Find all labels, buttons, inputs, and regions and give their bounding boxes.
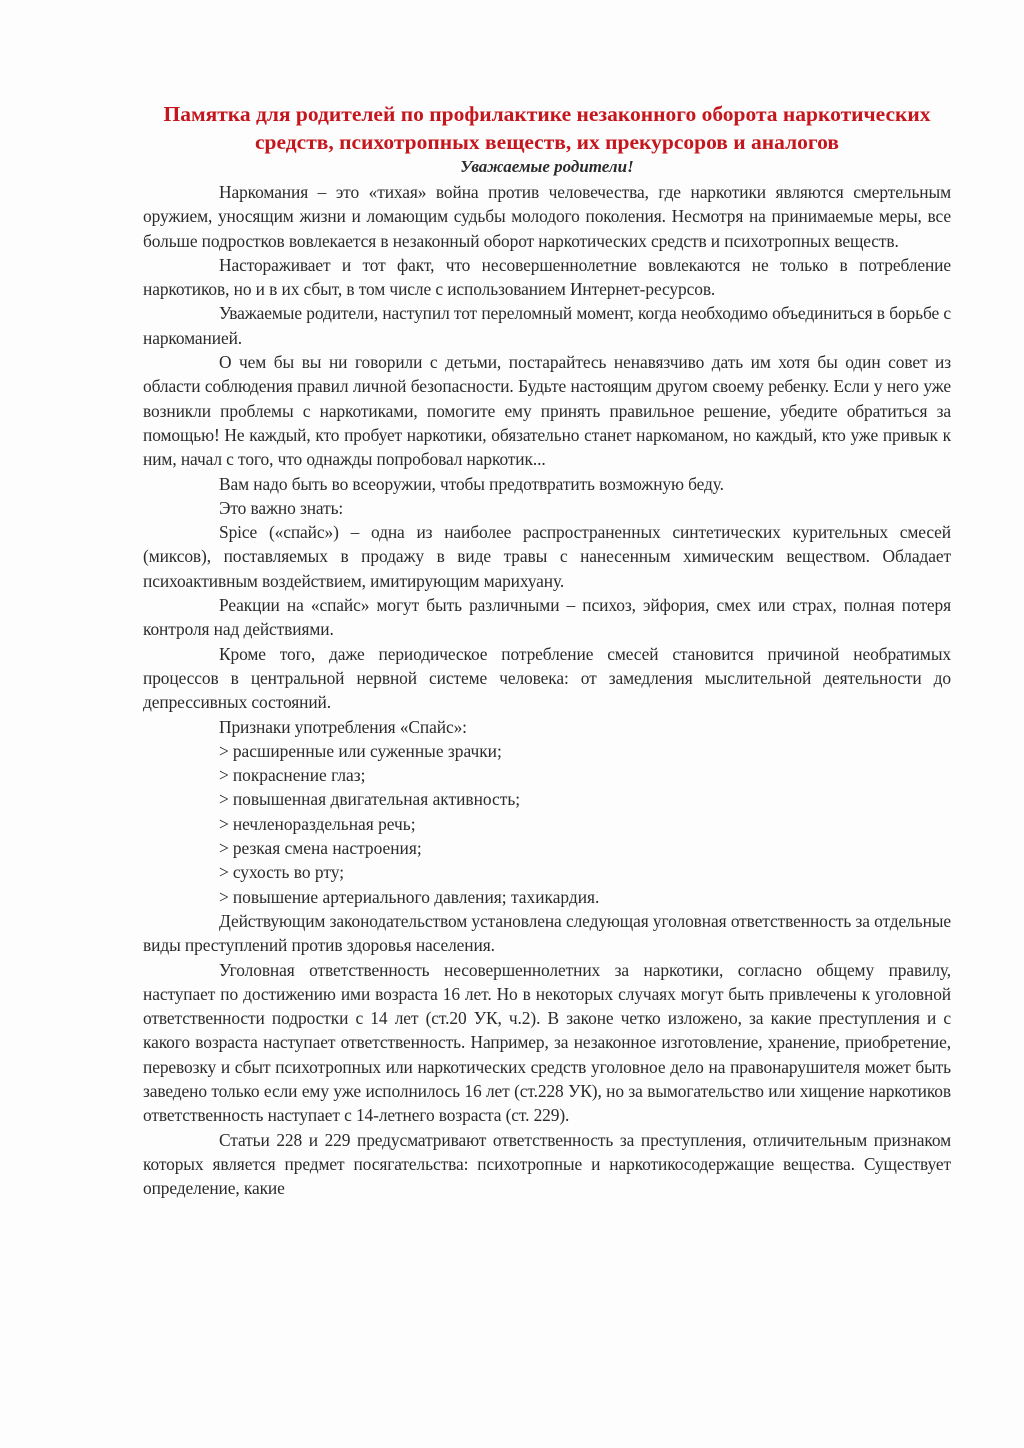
paragraph-advice: О чем бы вы ни говорили с детьми, постарайтесь ненавязчиво дать им хотя бы один совет из области соблюдения правил личной безопасности. Будьте настоящим другом своему ребенку. Если у него уже возникли проблемы с наркотиками, помогите ему принять правильное решение, убедите обратиться за помощью! Не каждый, кто пробует наркотики, обязательно станет наркоманом, но каждый, кто уже привык к ним, начал с того, что однажды попробовал наркотик...	[143, 352, 951, 470]
list-marker: >	[219, 862, 229, 883]
list-item	[143, 787, 951, 811]
document-content	[143, 100, 951, 1200]
list-item-text: сухость во рту;	[232, 862, 345, 883]
list-item-text: резкая смена настроения;	[232, 838, 422, 859]
list-item	[143, 763, 951, 787]
paragraph-spice-definition: Spice («спайс») – одна из наиболее распространенных синтетических курительных смесей (миксов), поставляемых в продажу в виде травы с нанесенным химическим веществом. Обладает психоактивным воздействием, имитирующим марихуану.	[143, 522, 951, 591]
list-item-text: расширенные или суженные зрачки;	[232, 740, 502, 761]
paragraph-articles-228-229: Статьи 228 и 229 предусматривают ответственность за преступления, отличительным признаком которых является предмет посягательства: психотропные и наркотикосодержащие вещества. Существует определение, какие	[143, 1129, 951, 1199]
paragraph-intro: Наркомания – это «тихая» война против человечества, где наркотики являются смертельным оружием, уносящим жизни и ломающим судьбы молодого поколения. Несмотря на принимаемые меры, все больше подростков вовлекается в незаконный оборот наркотических средств и психотропных веществ.	[143, 182, 951, 251]
list-item	[143, 812, 951, 836]
list-item	[143, 739, 951, 763]
list-marker: >	[219, 740, 229, 761]
list-marker: >	[219, 813, 229, 834]
list-marker: >	[219, 886, 229, 907]
list-marker: >	[219, 789, 229, 810]
paragraph-criminal-liability: Уголовная ответственность несовершеннолетних за наркотики, согласно общему правилу, наступает по достижению ими возраста 16 лет. Но в некоторых случаях могут быть привлечены к уголовной ответственности подростки с 14 лет (ст.20 УК, ч.2). В законе четко изложено, за какие преступления и с какого возраста наступает ответственность. Например, за незаконное изготовление, хранение, приобретение, перевозку и сбыт психотропных или наркотических средств уголовное дело на правонарушителя может быть заведено только если ему уже исполнилось 16 лет (ст.228 УК), но за вымогательство или хищение наркотиков ответственность наступает с 14-летнего возраста (ст. 229).	[143, 959, 951, 1126]
paragraph-important: Это важно знать:	[219, 497, 344, 518]
list-item-text: повышение артериального давления; тахикардия.	[232, 886, 600, 907]
list-item-text: покраснение глаз;	[232, 765, 366, 786]
list-marker: >	[219, 765, 229, 786]
paragraph-unite: Уважаемые родители, наступил тот переломный момент, когда необходимо объединиться в борьбе с наркоманией.	[143, 303, 951, 348]
list-item	[143, 885, 951, 909]
paragraph-be-ready: Вам надо быть во всеоружии, чтобы предотвратить возможную беду.	[219, 473, 724, 494]
list-item-text: повышенная двигательная активность;	[232, 789, 521, 810]
list-item-text: нечленораздельная речь;	[232, 813, 416, 834]
signs-list	[143, 739, 951, 909]
list-item	[143, 860, 951, 884]
greeting: Уважаемые родители!	[460, 157, 634, 176]
paragraph-signs-heading: Признаки употребления «Спайс»:	[219, 716, 467, 737]
paragraph-legislation: Действующим законодательством установлена следующая уголовная ответственность за отдельные виды преступлений против здоровья населения.	[143, 910, 951, 956]
list-marker: >	[219, 838, 229, 859]
list-item	[143, 836, 951, 860]
document-title: Памятка для родителей по профилактике незаконного оборота наркотических средств, психотропных веществ, их прекурсоров и аналогов	[163, 102, 931, 154]
paragraph-spice-reactions: Реакции на «спайс» могут быть различными – психоз, эйфория, смех или страх, полная потеря контроля над действиями.	[143, 595, 951, 640]
paragraph-minors-involved: Настораживает и тот факт, что несовершеннолетние вовлекаются не только в потребление наркотиков, но и в их сбыт, в том числе с использованием Интернет-ресурсов.	[143, 254, 951, 300]
paragraph-spice-effects: Кроме того, даже периодическое потребление смесей становится причиной необратимых процессов в центральной нервной системе человека: от замедления мыслительной деятельности до депрессивных состояний.	[143, 643, 951, 713]
